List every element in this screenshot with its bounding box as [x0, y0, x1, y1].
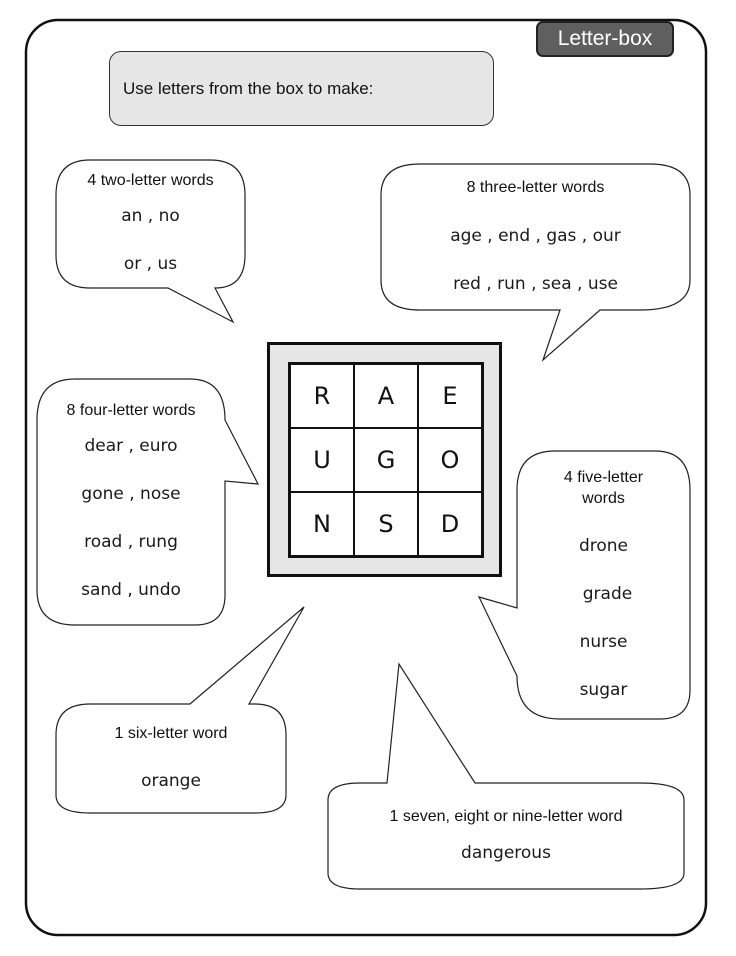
four-letter-heading: 8 four-letter words — [66, 402, 196, 419]
three-letter-heading: 8 three-letter words — [466, 179, 605, 196]
seven-plus-letter-word: dangerous — [461, 843, 551, 863]
letter-cell: U — [290, 428, 354, 492]
five-letter-word-2: grade — [582, 584, 633, 604]
instruction-box: Use letters from the box to make: — [109, 51, 494, 126]
letter-cell: E — [418, 364, 482, 428]
four-letter-line-1: dear , euro — [84, 436, 178, 456]
six-letter-heading: 1 six-letter word — [114, 725, 228, 742]
letter-cell: G — [354, 428, 418, 492]
five-letter-word-3: nurse — [579, 632, 628, 652]
two-letter-line-2: or , us — [123, 254, 178, 274]
five-letter-word-1: drone — [578, 536, 629, 556]
letter-grid — [288, 362, 484, 558]
letter-cell: A — [354, 364, 418, 428]
title-badge: Letter-box — [536, 21, 674, 57]
two-letter-heading: 4 two-letter words — [87, 172, 214, 189]
letter-cell: N — [290, 492, 354, 556]
seven-plus-letter-heading: 1 seven, eight or nine-letter word — [389, 808, 623, 825]
two-letter-line-1: an , no — [121, 206, 180, 226]
six-letter-word: orange — [141, 771, 201, 791]
five-letter-heading-line-1: 4 five-letter — [563, 469, 644, 486]
four-letter-line-3: road , rung — [84, 532, 178, 552]
letter-cell: O — [418, 428, 482, 492]
three-letter-line-1: age , end , gas , our — [450, 226, 621, 246]
four-letter-line-4: sand , undo — [81, 580, 181, 600]
letter-cell: D — [418, 492, 482, 556]
five-letter-heading-line-2: words — [582, 490, 625, 507]
letter-box-frame — [267, 342, 502, 577]
five-letter-word-4: sugar — [579, 680, 628, 700]
letter-cell: R — [290, 364, 354, 428]
letter-cell: S — [354, 492, 418, 556]
four-letter-line-2: gone , nose — [81, 484, 181, 504]
three-letter-line-2: red , run , sea , use — [453, 274, 618, 294]
